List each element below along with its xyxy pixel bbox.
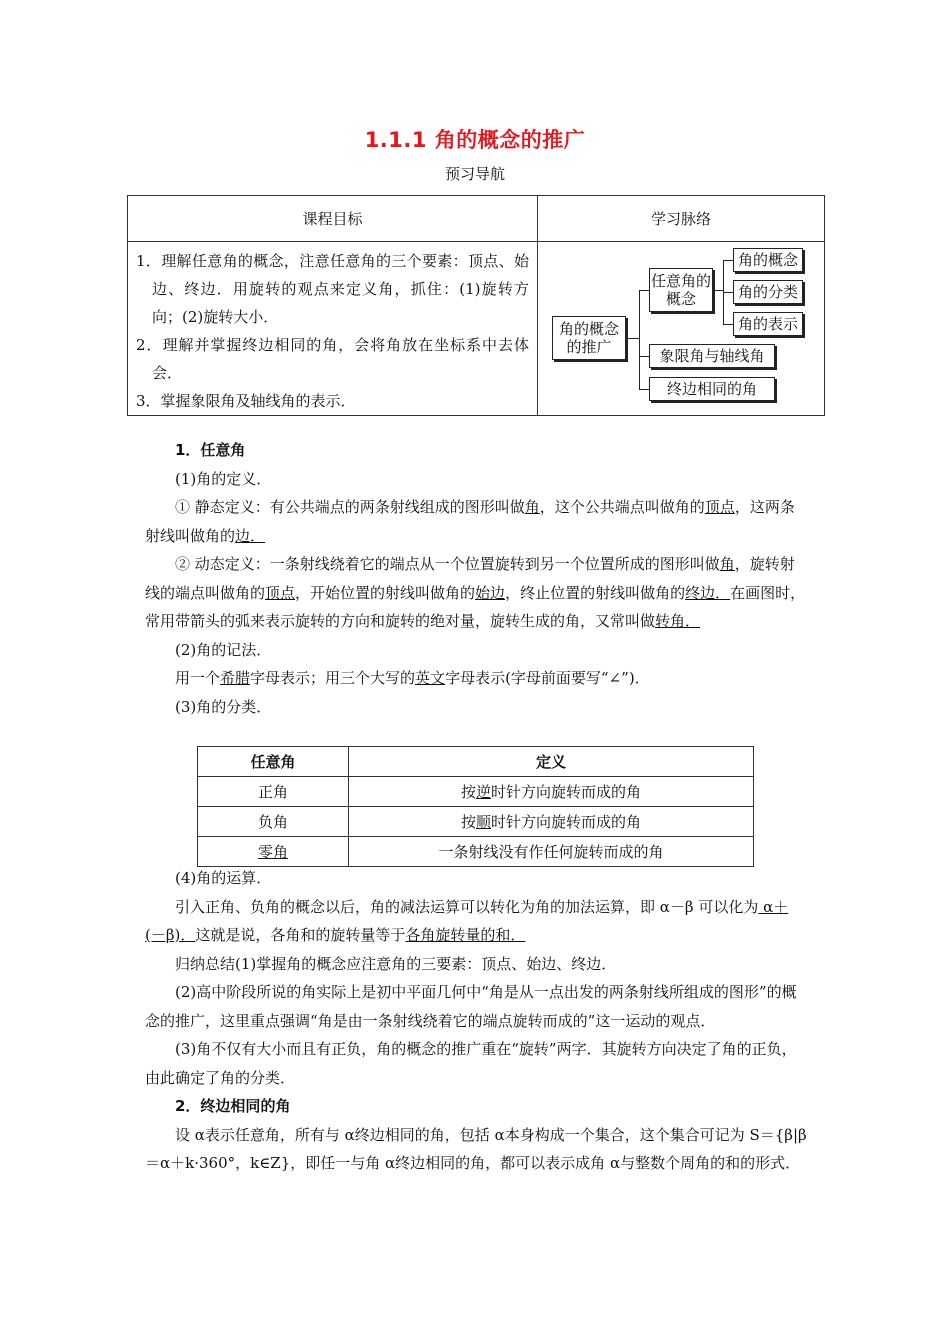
dynamic-definition: [145, 550, 807, 636]
learning-outline-cell: [538, 242, 825, 416]
concept-diagram: [538, 243, 825, 415]
text-run: 在画图时，常用带箭头的弧来表示旋转的方向和旋转的绝对量，旋转生成的角，又常叫做: [145, 583, 806, 630]
underlined-term: 顺: [475, 813, 491, 831]
section-heading: 1．任意角: [175, 441, 246, 459]
underlined-term: 逆: [475, 783, 491, 801]
underlined-term: 角: [524, 498, 540, 516]
angle-classification-table: [197, 746, 754, 867]
underlined-term: 转角．: [655, 612, 701, 630]
table-cell: 负角: [198, 807, 349, 837]
underlined-term: 顶点: [265, 583, 296, 602]
table-row: [198, 777, 754, 807]
course-goals-header: 课程目标: [128, 196, 538, 242]
underlined-term: 终边．: [685, 583, 731, 602]
subheading: (1)角的定义．: [175, 469, 272, 488]
connector-line: [639, 389, 649, 390]
goal-item: 1．理解任意角的概念，注意任意角的三个要素：顶点、始边、终边．用旋转的观点来定义角，抓住：(1)旋转方向；(2)旋转大小．: [136, 252, 529, 326]
summary-paragraph: (3)角不仅有大小而且有正负，角的概念的推广重在“旋转”两字．其旋转方向决定了角的正负，由此确定了角的分类．: [145, 1040, 797, 1087]
table-cell: [349, 777, 754, 807]
diagram-branch-box: 终边相同的角: [649, 377, 775, 401]
underlined-term: 顶点: [704, 498, 735, 516]
diagram-branch-box: 象限角与轴线角: [649, 344, 775, 368]
text-run: ，旋转射线的端点叫做角的: [145, 555, 795, 602]
goal-item: 3．掌握象限角及轴线角的表示．: [136, 392, 356, 410]
connector-line: [723, 292, 733, 293]
table-row: [198, 807, 754, 837]
table-header: 定义: [349, 747, 754, 777]
text-run: ，开始位置的射线叫做角的: [295, 583, 476, 602]
underlined-term: 英文: [415, 669, 446, 687]
diagram-leaf-box: 角的概念: [733, 248, 803, 272]
text-run: 引入正角、负角的概念以后，角的减法运算可以转化为角的加法运算，即 α－β 可以化为: [175, 897, 759, 916]
text-run: 按: [460, 813, 476, 831]
table-row: [198, 837, 754, 867]
text-run: 这就是说，各角和的旋转量等于: [195, 926, 406, 944]
diagram-root-box: 角的概念的推广: [552, 316, 626, 360]
diagram-mid-box: 任意角的概念: [649, 268, 713, 312]
connector-line: [723, 324, 733, 325]
table-header: 任意角: [198, 747, 349, 777]
text-run: ，这两条射线叫做角的: [145, 498, 795, 545]
summary-paragraph: (2)高中阶段所说的角实际上是初中平面几何中“角是从一点出发的两条射线所组成的图形”的概念的推广，这里重点强调“角是由一条射线绕着它的端点旋转而成的”这一运动的观点．: [145, 983, 797, 1030]
notation-text: [145, 664, 807, 693]
text-run: 字母表示；用三个大写的: [250, 669, 416, 687]
underlined-term: 希腊: [220, 669, 251, 687]
text-run: ① 静态定义：有公共端点的两条射线组成的图形叫做: [175, 498, 525, 516]
learning-outline-header: 学习脉络: [538, 196, 825, 242]
diagram-leaf-box: 角的分类: [733, 280, 803, 304]
underlined-term: 各角旋转量的和．: [405, 926, 526, 944]
table-cell: 一条射线没有作任何旋转而成的角: [349, 837, 754, 867]
text-run: ② 动态定义：一条射线绕着它的端点从一个位置旋转到另一个位置所成的图形叫做: [175, 555, 720, 573]
section-1: [145, 436, 807, 721]
section-subtitle: 预习导航: [444, 165, 505, 183]
subheading: (2)角的记法．: [175, 640, 272, 659]
text-run: ，终止位置的射线叫做角的: [505, 583, 686, 602]
connector-line: [723, 260, 733, 261]
text-run: ，这个公共端点叫做角的: [539, 498, 705, 516]
course-goals-cell: [128, 242, 538, 416]
underlined-term: 始边: [475, 583, 506, 602]
preview-guide-table: [127, 195, 825, 416]
text-run: 时针方向旋转而成的角: [491, 783, 642, 801]
connector-line: [639, 290, 640, 389]
coterminal-paragraph: 设 α表示任意角，所有与 α终边相同的角，包括 α本身构成一个集合，这个集合可记为 S＝{β|β＝α＋k·360°，k∈Z}，即任一与角 α终边相同的角，都可以表示成角 α与整数个周角的和的形式．: [145, 1125, 807, 1172]
section-1-continued: [145, 864, 807, 1178]
underlined-term: 边．: [235, 526, 266, 545]
page-title: 1.1.1 角的概念的推广: [364, 128, 586, 152]
text-run: 时针方向旋转而成的角: [491, 813, 642, 831]
summary-paragraph: 归纳总结(1)掌握角的概念应注意角的三要素：顶点、始边、终边．: [175, 954, 617, 973]
text-run: 用一个: [175, 669, 221, 687]
operations-text: [145, 893, 807, 950]
text-run: 按: [460, 783, 476, 801]
connector-line: [713, 290, 723, 291]
underlined-term: α＋(－β)．: [145, 897, 789, 944]
static-definition: [145, 493, 807, 550]
table-cell: 零角: [198, 837, 349, 867]
connector-line: [639, 356, 649, 357]
text-run: 字母表示(字母前面要写“∠”)．: [445, 669, 650, 687]
subheading: (4)角的运算．: [175, 869, 272, 887]
section-heading: 2．终边相同的角: [175, 1097, 291, 1115]
table-cell: [349, 807, 754, 837]
connector-line: [626, 338, 639, 339]
table-cell: 正角: [198, 777, 349, 807]
underlined-term: 角: [719, 555, 735, 573]
subheading: (3)角的分类．: [175, 697, 272, 716]
connector-line: [639, 290, 649, 291]
goal-item: 2．理解并掌握终边相同的角，会将角放在坐标系中去体会．: [136, 336, 529, 382]
diagram-leaf-box: 角的表示: [733, 312, 803, 336]
